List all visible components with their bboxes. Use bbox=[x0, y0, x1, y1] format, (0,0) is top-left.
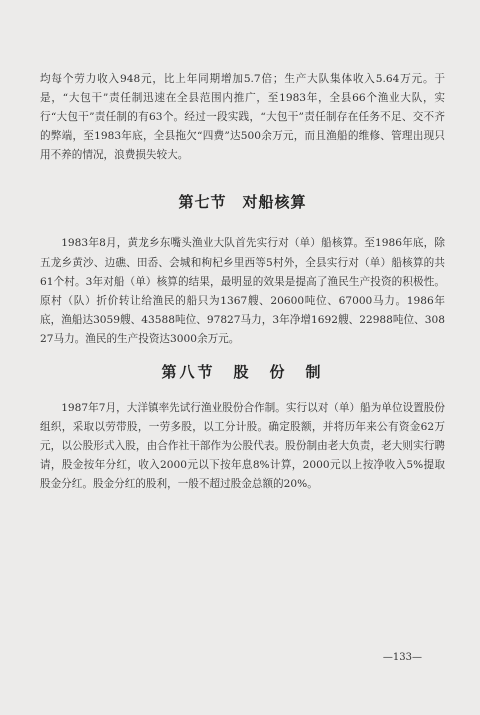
page-number: —133— bbox=[382, 652, 422, 663]
section-7-title: 第七节 对船核算 bbox=[178, 193, 307, 212]
section-7-paragraph: 1983年8月，黄龙乡东嘴头渔业大队首先实行对（单）船核算。至1986年底，除五龙乡黄沙、边礁、田岙、会城和枸杞乡里西等5村外，全县实行对（单）船核算的共61个村。3年对船（单）核算的结果，最明显的效果是提高了渔民生产投资的积极性。原村（队）折价转让给渔民的船只为1367艘、20600吨位、67000马力。1986年底，渔船达3059艘、43588吨位、97827马力，3年净增1692艘、22988吨位、30827马力。渔民的生产投资达3000余万元。 bbox=[40, 237, 445, 345]
page-content bbox=[40, 70, 445, 495]
section-8-title: 第八节 股 份 制 bbox=[161, 363, 324, 382]
section-8-paragraph: 1987年7月，大洋镇率先试行渔业股份合作制。实行以对（单）船为单位设置股份组织，采取以劳带股，一劳多股，以工分计股。确定股额，并将历年来公有资金62万元，以公股形式入股，由合作社干部作为公股代表。股份制由老大负责，老大则实行聘请，股金按年分红，收入2000元以下按年息8%计算，2000元以上按净收入5%提取股金分红。股金分红的股利，一般不超过股金总额的20%。 bbox=[40, 402, 445, 491]
intro-paragraph: 均每个劳力收入948元，比上年同期增加5.7倍；生产大队集体收入5.64万元。于是，“大包干”责任制迅速在全县范围内推广，至1983年，全县66个渔业大队，实行“大包干”责任制的有63个。经过一段实践，“大包干”责任制存在任务不足、交不齐的弊端，至1983年底，全县拖欠“四费”达500余万元，而且渔船的维修、管理出现只用不养的情况，浪费损失较大。 bbox=[40, 73, 445, 162]
